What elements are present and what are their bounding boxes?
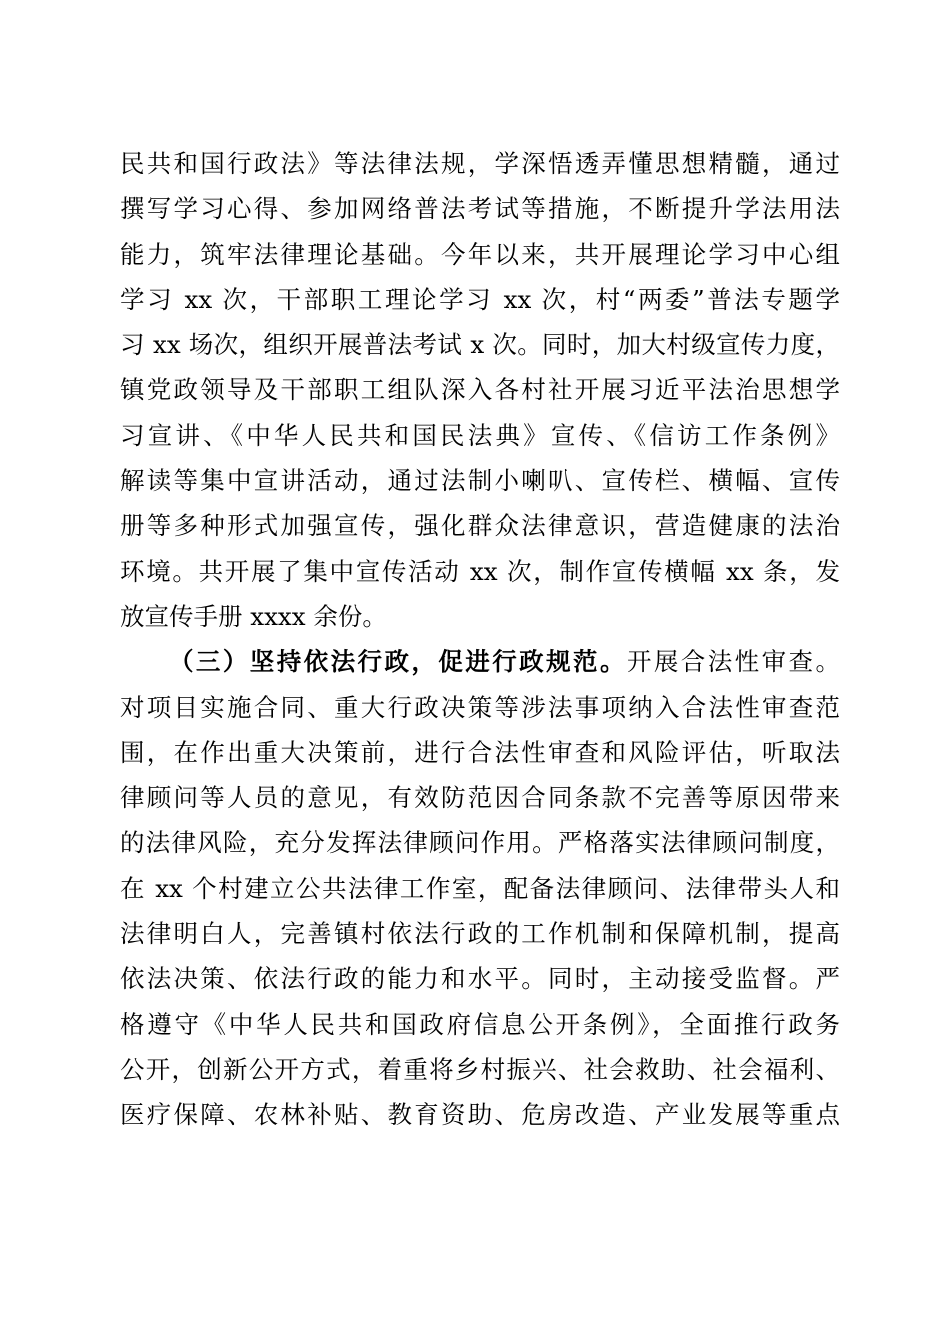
text-line: 在 xx 个村建立公共法律工作室，配备法律顾问、法律带头人和 xyxy=(120,873,840,903)
text-line: 医疗保障、农林补贴、教育资助、危房改造、产业发展等重点 xyxy=(120,1100,840,1130)
text-line: 环境。共开展了集中宣传活动 xx 次，制作宣传横幅 xx 条，发 xyxy=(120,556,840,586)
text-line: 律顾问等人员的意见，有效防范因合同条款不完善等原因带来 xyxy=(120,783,840,813)
text-line-with-heading xyxy=(120,639,840,684)
text-line: 能力，筑牢法律理论基础。今年以来，共开展理论学习中心组 xyxy=(120,239,840,269)
text-line: 围，在作出重大决策前，进行合法性审查和风险评估，听取法 xyxy=(120,737,840,767)
text-line: 公开，创新公开方式，着重将乡村振兴、社会救助、社会福利、 xyxy=(120,1054,840,1084)
text-line: 法律明白人，完善镇村依法行政的工作机制和保障机制，提高 xyxy=(120,919,840,949)
paragraph-lawful-administration xyxy=(120,639,840,1137)
text-line: 放宣传手册 xxxx 余份。 xyxy=(120,601,387,631)
text-line: 习 xx 场次，组织开展普法考试 x 次。同时，加大村级宣传力度， xyxy=(120,330,840,360)
section-heading: （三）坚持依法行政，促进行政规范。 xyxy=(169,647,627,677)
text-line: 对项目实施合同、重大行政决策等涉法事项纳入合法性审查范 xyxy=(120,692,840,722)
heading-trailing-text: 开展合法性审查。 xyxy=(626,647,840,677)
text-line: 解读等集中宣讲活动，通过法制小喇叭、宣传栏、横幅、宣传 xyxy=(120,466,840,496)
text-line: 撰写学习心得、参加网络普法考试等措施，不断提升学法用法 xyxy=(120,194,840,224)
text-line: 格遵守《中华人民共和国政府信息公开条例》，全面推行政务 xyxy=(120,1009,840,1039)
paragraph-legal-study xyxy=(120,141,840,639)
text-line: 的法律风险，充分发挥法律顾问作用。严格落实法律顾问制度， xyxy=(120,828,840,858)
text-line: 依法决策、依法行政的能力和水平。同时，主动接受监督。严 xyxy=(120,964,840,994)
text-line: 镇党政领导及干部职工组队深入各村社开展习近平法治思想学 xyxy=(120,375,840,405)
text-line: 册等多种形式加强宣传，强化群众法律意识，营造健康的法治 xyxy=(120,511,840,541)
document-body xyxy=(120,141,840,1138)
text-line: 习宣讲、《中华人民共和国民法典》宣传、《信访工作条例》 xyxy=(120,420,840,450)
text-line: 民共和国行政法》等法律法规，学深悟透弄懂思想精髓，通过 xyxy=(120,149,840,178)
text-line: 学习 xx 次，干部职工理论学习 xx 次，村“两委”普法专题学 xyxy=(120,284,840,314)
